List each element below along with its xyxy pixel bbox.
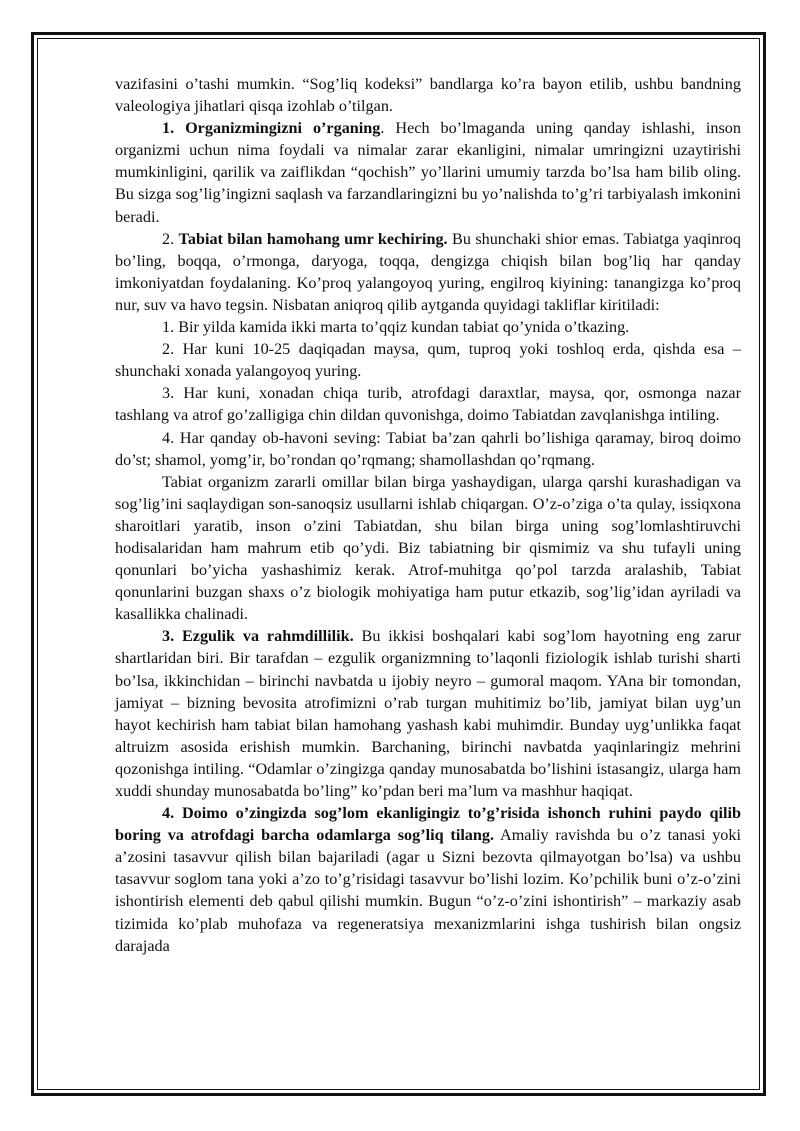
paragraph-kindness	[115, 625, 741, 802]
paragraph-confidence	[115, 802, 741, 957]
paragraph-kindness-text: Bu ikkisi boshqalari kabi sog’lom hayotning eng zarur shartlaridan biri. Bir tarafdan – ezgulik organizmning to’laqonli fiziologik ishlab turishi sharti bo’lsa, ikkinchidan – birinchi navbatda u ijobiy neyro – gumoral maqom. YAna bir tomondan, jamiyat – bizning bevosita atrofimizni o’rab turgan muhitimiz bo’lib, jamiyat bilan uyg’un hayot kechirish ham tabiat bilan hamohang yashash kabi muhimdir. Bunday uyg’unlikka faqat altruizm asosida erishish mumkin. Barchaning, birinchi navbatda yaqinlaringiz mehrini qozonishga intiling. “Odamlar o’zingizga qanday munosabatda bo’lishini istasangiz, ularga ham xuddi shunday munosabatda bo’ling” ko’pdan beri ma’lum va mashhur haqiqat.	[115, 627, 741, 800]
paragraph-nature-text: Bu shunchaki shior emas. Tabiatga yaqinroq bo’ling, boqqa, o’rmonga, daryoga, toqqa, dengizga chiqish bilan bog’liq har qanday imkoniyatdan foydalaning. Ko’proq yalangoyoq yuring, engilroq kiyining: tanangizga ko’proq nur, suv va havo tegsin. Nisbatan aniqroq qilib aytganda quyidagi takliflar kiritiladi:	[115, 229, 741, 314]
list-item-4: 4. Har qanday ob-havoni seving: Tabiat ba’zan qahrli bo’lishiga qaramay, biroq doimo do’st; shamol, yomg’ir, bo’rondan qo’rqmang; shamollashdan qo’rqmang.	[115, 428, 741, 469]
list-item-3: 3. Har kuni, xonadan chiqa turib, atrofdagi daraxtlar, maysa, qor, osmonga nazar tashlang va atrof go’zalligiga chin dildan quvonishga, doimo Tabiatdan zavqlanishga intiling.	[115, 384, 741, 425]
paragraph-nature-number: 2.	[162, 229, 179, 248]
list-item-2: 2. Har kuni 10-25 daqiqadan maysa, qum, tuproq yoki toshloq erda, qishda esa – shunchaki xonada yalangoyoq yuring.	[115, 340, 741, 381]
list-item-1: 1. Bir yilda kamida ikki marta to’qqiz kundan tabiat qo’ynida o’tkazing.	[162, 318, 630, 337]
heading-confidence: 4. Doimo o’zingizda sog’lom ekanligingiz to’g’risida ishonch ruhini paydo qilib boring va atrofdagi barcha odamlarga sog’liq tilang.	[115, 804, 741, 845]
paragraph-confidence-text: Amaliy ravishda bu o’z tanasi yoki a’zosini tasavvur qilish bilan bajariladi (agar u Sizni bezovta qilmayotgan bo’lsa) va ushbu tasavvur soglom tana yoki a’zo to’g’risidagi tasavvur bo’lishi lozim. Ko’pchilik buni o’z-o’zini ishontirish elementi deb qabul qilishi mumkin. Bugun “o’z-o’zini ishontirish” – markaziy asab tizimida ko’plab muhofaza va regeneratsiya mexanizmlarini ishga tushirish bilan ongsiz darajada	[115, 826, 741, 955]
document-body	[115, 73, 741, 957]
heading-nature: Tabiat bilan hamohang umr kechiring.	[178, 229, 448, 248]
paragraph-organism-text: . Hech bo’lmaganda uning qanday ishlashi, inson organizmi uchun nima foydali va nimalar zarar ekanligini, nimalar umringizni uzaytirishi mumkinligini, qarilik va zaiflikdan “qochish” yo’llarini umumiy tarzda bo’lsa ham bilib oling. Bu sizga sog’lig’ingizni saqlash va farzandlaringizni bu yo’nalishda to’g’ri tarbiyalash imkonini beradi.	[115, 119, 741, 226]
paragraph-organism	[115, 117, 741, 227]
paragraph-continuation: vazifasini o’tashi mumkin. “Sog’liq kodeksi” bandlarga ko’ra bayon etilib, ushbu bandning valeologiya jihatlari qisqa izohlab o’tilgan.	[115, 75, 741, 116]
heading-kindness: 3. Ezgulik va rahmdillilik.	[162, 627, 354, 646]
paragraph-nature	[115, 228, 741, 316]
paragraph-nature-laws: Tabiat organizm zararli omillar bilan birga yashaydigan, ularga qarshi kurashadigan va sog’lig’ini saqlaydigan son-sanoqsiz usullarni ishlab chiqargan. O’z-o’ziga o’ta qulay, issiqxona sharoitlari yaratib, inson o’zini Tabiatdan, shu bilan birga uning sog’lomlashtiruvchi hodisalaridan ham mahrum etib qo’ydi. Biz tabiatning bir qismimiz va shu tufayli uning qonunlari bo’yicha yashashimiz kerak. Atrof-muhitga qo’pol tarzda aralashib, Tabiat qonunlarini buzgan shaxs o’z biologik mohiyatiga ham putur etkazib, sog’lig’idan ayriladi va kasallikka chalinadi.	[115, 472, 741, 624]
heading-organism: 1. Organizmingizni o’rganing	[162, 119, 381, 138]
